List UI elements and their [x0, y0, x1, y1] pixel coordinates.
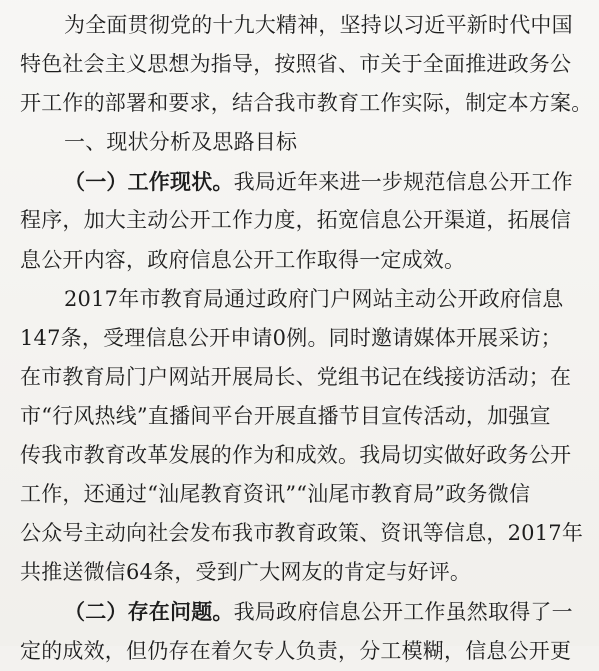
paragraph-line-8: [20, 280, 579, 319]
line-text: 定的成效，但仍存在着欠专人负责，分工模糊，信息公开更: [20, 638, 572, 663]
paragraph-line-12: [20, 436, 579, 475]
line-text: 市“行风热线”直播间平台开展直播节目宣传活动，加强宣: [20, 403, 551, 428]
line-text: 公众号主动向社会发布我市教育政策、资讯等信息，2017年: [20, 521, 584, 546]
paragraph-line-7: [20, 241, 579, 280]
paragraph-line-14: [20, 514, 584, 553]
line-text: 共推送微信64条，受到广大网友的肯定与好评。: [20, 560, 472, 585]
line-text: 我局政府信息公开工作虽然取得了一: [233, 600, 573, 625]
line-text: 传我市教育改革发展的作为和成效。我局切实做好政务公开: [20, 443, 572, 468]
paragraph-line-1: [20, 6, 579, 45]
line-text: 开工作的部署和要求，结合我市教育工作实际，制定本方案。: [20, 91, 593, 116]
line-text: 2017年市教育局通过政府门户网站主动公开政府信息: [64, 286, 564, 311]
paragraph-line-10: [20, 358, 579, 397]
paragraph-line-3: [20, 84, 593, 123]
line-text: 息公开内容，政府信息公开工作取得一定成效。: [20, 247, 466, 272]
line-text: 147条，受理信息公开申请0例。同时邀请媒体开展采访；: [20, 325, 562, 350]
paragraph-line-6: [20, 201, 579, 240]
paragraph-line-13: [20, 475, 579, 514]
paragraph-line-9: [20, 319, 579, 358]
line-text: 我局近年来进一步规范信息公开工作: [233, 170, 573, 195]
paragraph-line-17: [20, 632, 579, 671]
line-text: 在市教育局门户网站开展局长、党组书记在线接访活动；在: [20, 364, 572, 389]
section-heading: [20, 123, 579, 162]
subheading-line-2: [20, 592, 579, 631]
paragraph-line-2: [20, 45, 579, 84]
line-text: 特色社会主义思想为指导，按照省、市关于全面推进政务公: [20, 52, 572, 77]
subheading-line-1: [20, 162, 579, 201]
paragraph-line-15: [20, 553, 579, 592]
line-text: 工作，还通过“汕尾教育资讯”“汕尾市教育局”政务微信: [20, 482, 531, 507]
heading-text: 一、现状分析及思路目标: [64, 130, 298, 155]
paragraph-line-11: [20, 397, 579, 436]
line-text: 为全面贯彻党的十九大精神，坚持以习近平新时代中国: [64, 13, 573, 37]
subheading-lead: （一）工作现状。: [64, 169, 234, 195]
line-text: 程序，加大主动公开工作力度，拓宽信息公开渠道，拓展信: [20, 208, 572, 233]
subheading-lead: （二）存在问题。: [64, 599, 234, 625]
